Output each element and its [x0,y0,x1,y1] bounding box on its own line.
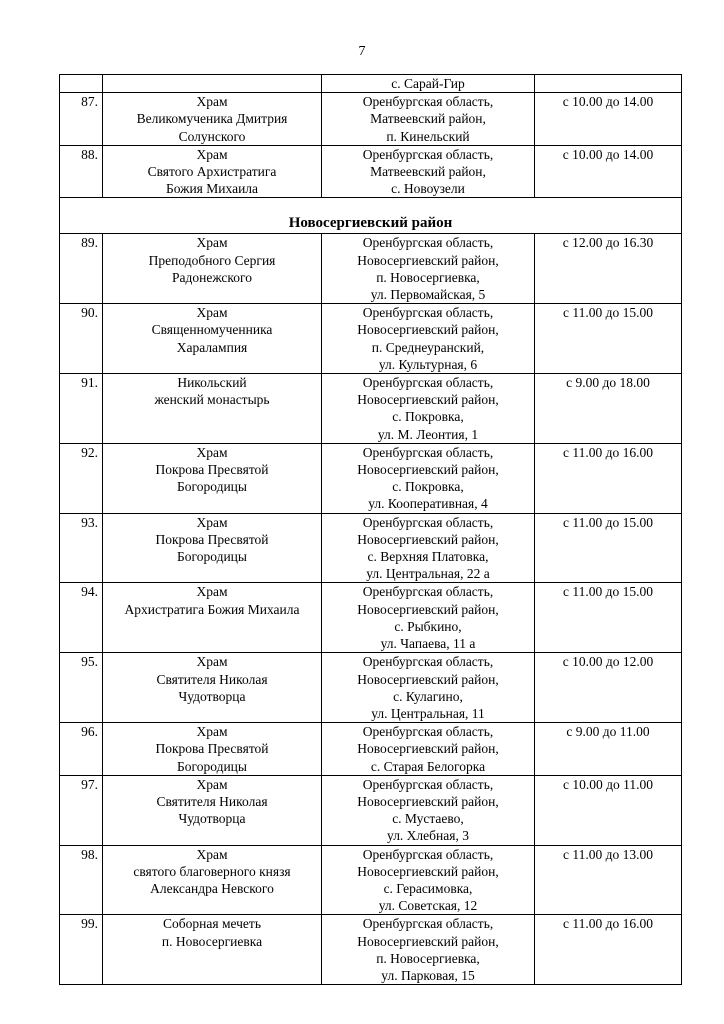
table-row [60,93,682,146]
address-line: с. Новоузели [391,181,465,197]
address-line: Новосергиевский район, [357,392,499,408]
address-line: ул. М. Леонтия, 1 [377,426,479,442]
row-number-cell: 91. [60,374,103,444]
address-line: Матвеевский район, [370,164,486,180]
name-line: Александра Невского [150,880,274,896]
address-line: Оренбургская область, [362,776,494,792]
address-line: ул. Парковая, 15 [381,967,475,983]
table-row [60,75,682,93]
address-line: ул. Чапаева, 11 а [380,636,476,652]
table-row [60,775,682,845]
address-line: с. Кулагино, [393,688,463,704]
name-line: Храм [196,654,228,670]
address-line: ул. Центральная, 22 а [366,566,490,582]
address-line: п. Новосергиевка, [376,950,480,966]
address-line: Новосергиевский район, [357,531,499,547]
address-line: с. Рыбкино, [394,618,462,634]
name-line: Священномученника [151,322,273,338]
address-line: п. Кинельский [386,128,470,144]
table-row [60,915,682,985]
address-cell [322,443,535,513]
hours-cell: с 9.00 до 11.00 [535,723,682,776]
address-cell [322,145,535,198]
table-row [60,443,682,513]
address-line: с. Покровка, [392,409,464,425]
name-line: Покрова Пресвятой [155,462,269,478]
name-line: Храм [196,846,228,862]
hours-cell: с 11.00 до 16.00 [535,443,682,513]
address-cell [322,723,535,776]
address-line: с. Верхняя Платовка, [367,549,489,565]
address-cell [322,374,535,444]
row-number-cell [60,75,103,93]
name-line: Храм [196,776,228,792]
address-line: ул. Советская, 12 [378,898,478,914]
hours-cell: с 10.00 до 11.00 [535,775,682,845]
address-cell [322,93,535,146]
table-row [60,145,682,198]
churches-table [59,74,682,985]
name-line: святого благоверного князя [133,863,291,879]
address-line: Новосергиевский район, [357,252,499,268]
name-line: Богородицы [177,479,247,495]
name-cell [103,234,322,304]
hours-cell: с 11.00 до 16.00 [535,915,682,985]
address-line: Оренбургская область, [362,916,494,932]
name-line: Солунского [178,128,246,144]
name-line: Покрова Пресвятой [155,531,269,547]
row-number-cell: 93. [60,513,103,583]
address-line: ул. Кооперативная, 4 [368,496,488,512]
hours-cell: с 10.00 до 14.00 [535,145,682,198]
address-line: с. Сарай-Гир [391,76,465,91]
section-row [60,198,682,234]
name-cell [103,93,322,146]
address-cell [322,304,535,374]
row-number-cell: 92. [60,443,103,513]
address-line: Новосергиевский район, [357,322,499,338]
row-number-cell: 88. [60,145,103,198]
table-row [60,234,682,304]
name-line: Божия Михаила [165,181,259,197]
name-cell [103,915,322,985]
name-cell [103,304,322,374]
page-number: 7 [358,44,366,59]
address-cell [322,583,535,653]
table-row [60,845,682,915]
row-number-cell: 94. [60,583,103,653]
address-line: Новосергиевский район, [357,601,499,617]
name-line: Соборная мечеть [163,916,261,932]
address-line: Оренбургская область, [362,444,494,460]
name-cell [103,845,322,915]
name-cell [103,775,322,845]
hours-cell: с 9.00 до 18.00 [535,374,682,444]
address-line: с. Покровка, [392,479,464,495]
name-line: Великомученика Дмитрия [136,111,288,127]
address-line: с. Герасимовка, [383,880,473,896]
name-cell [103,583,322,653]
name-cell [103,723,322,776]
address-line: ул. Первомайская, 5 [370,287,486,303]
address-line: Новосергиевский район, [357,462,499,478]
address-line: Матвеевский район, [370,111,486,127]
address-line: с. Мустаево, [392,811,464,827]
name-line: Храм [196,514,228,530]
address-cell [322,915,535,985]
row-number-cell: 87. [60,93,103,146]
address-cell [322,653,535,723]
name-line: Храм [196,444,228,460]
hours-cell: с 11.00 до 13.00 [535,845,682,915]
hours-cell: с 10.00 до 12.00 [535,653,682,723]
address-line: п. Новосергиевка, [376,269,480,285]
name-line: Святителя Николая [156,793,268,809]
address-line: Новосергиевский район, [357,671,499,687]
hours-cell: с 11.00 до 15.00 [535,583,682,653]
address-line: Новосергиевский район, [357,793,499,809]
name-line: Архистратига Божия Михаила [124,601,300,617]
name-line: Чудотворца [178,688,246,704]
address-line: Новосергиевский район, [357,741,499,757]
hours-cell [535,75,682,93]
name-line: Святого Архистратига [147,164,277,180]
name-line: женский монастырь [154,392,270,408]
name-line: Богородицы [177,758,247,774]
address-line: Оренбургская область, [362,584,494,600]
address-line: Новосергиевский район, [357,933,499,949]
address-line: п. Среднеуранский, [371,339,485,355]
hours-cell: с 11.00 до 15.00 [535,304,682,374]
name-line: Богородицы [177,549,247,565]
name-cell [103,513,322,583]
address-line: с. Старая Белогорка [370,758,486,774]
row-number-cell: 95. [60,653,103,723]
row-number-cell: 97. [60,775,103,845]
name-line: Храм [196,584,228,600]
address-cell [322,845,535,915]
address-line: Оренбургская область, [362,654,494,670]
address-line: Оренбургская область, [362,235,494,251]
row-number-cell: 99. [60,915,103,985]
address-line: ул. Культурная, 6 [378,356,478,372]
address-line: Оренбургская область, [362,514,494,530]
row-number-cell: 98. [60,845,103,915]
address-cell [322,75,535,93]
name-line: Храм [196,146,228,162]
name-line: Храм [196,305,228,321]
hours-cell: с 12.00 до 16.30 [535,234,682,304]
name-line: Храм [196,724,228,740]
name-line: Храм [196,94,228,110]
hours-cell: с 11.00 до 15.00 [535,513,682,583]
name-line: Храм [196,235,228,251]
name-cell [103,653,322,723]
address-cell [322,234,535,304]
name-line: Никольский [177,375,247,391]
table-row [60,653,682,723]
address-line: Оренбургская область, [362,375,494,391]
section-title: Новосергиевский район [60,198,682,234]
address-cell [322,775,535,845]
table-row [60,583,682,653]
row-number-cell: 96. [60,723,103,776]
address-line: Оренбургская область, [362,846,494,862]
hours-cell: с 10.00 до 14.00 [535,93,682,146]
table-row [60,723,682,776]
name-line: Святителя Николая [156,671,268,687]
name-line: п. Новосергиевка [161,933,263,949]
name-line: Чудотворца [178,811,246,827]
table-row [60,374,682,444]
table-row [60,304,682,374]
address-line: Оренбургская область, [362,146,494,162]
address-line: Оренбургская область, [362,305,494,321]
name-line: Преподобного Сергия [148,252,276,268]
address-line: Оренбургская область, [362,724,494,740]
name-line: Харалампия [176,339,248,355]
name-line: Покрова Пресвятой [155,741,269,757]
name-cell [103,443,322,513]
name-cell [103,75,322,93]
address-line: Новосергиевский район, [357,863,499,879]
address-cell [322,513,535,583]
address-line: Оренбургская область, [362,94,494,110]
name-line: Радонежского [172,269,252,285]
address-line: ул. Хлебная, 3 [387,828,469,844]
row-number-cell: 90. [60,304,103,374]
name-cell [103,145,322,198]
row-number-cell: 89. [60,234,103,304]
address-line: ул. Центральная, 11 [371,705,485,721]
name-cell [103,374,322,444]
table-row [60,513,682,583]
